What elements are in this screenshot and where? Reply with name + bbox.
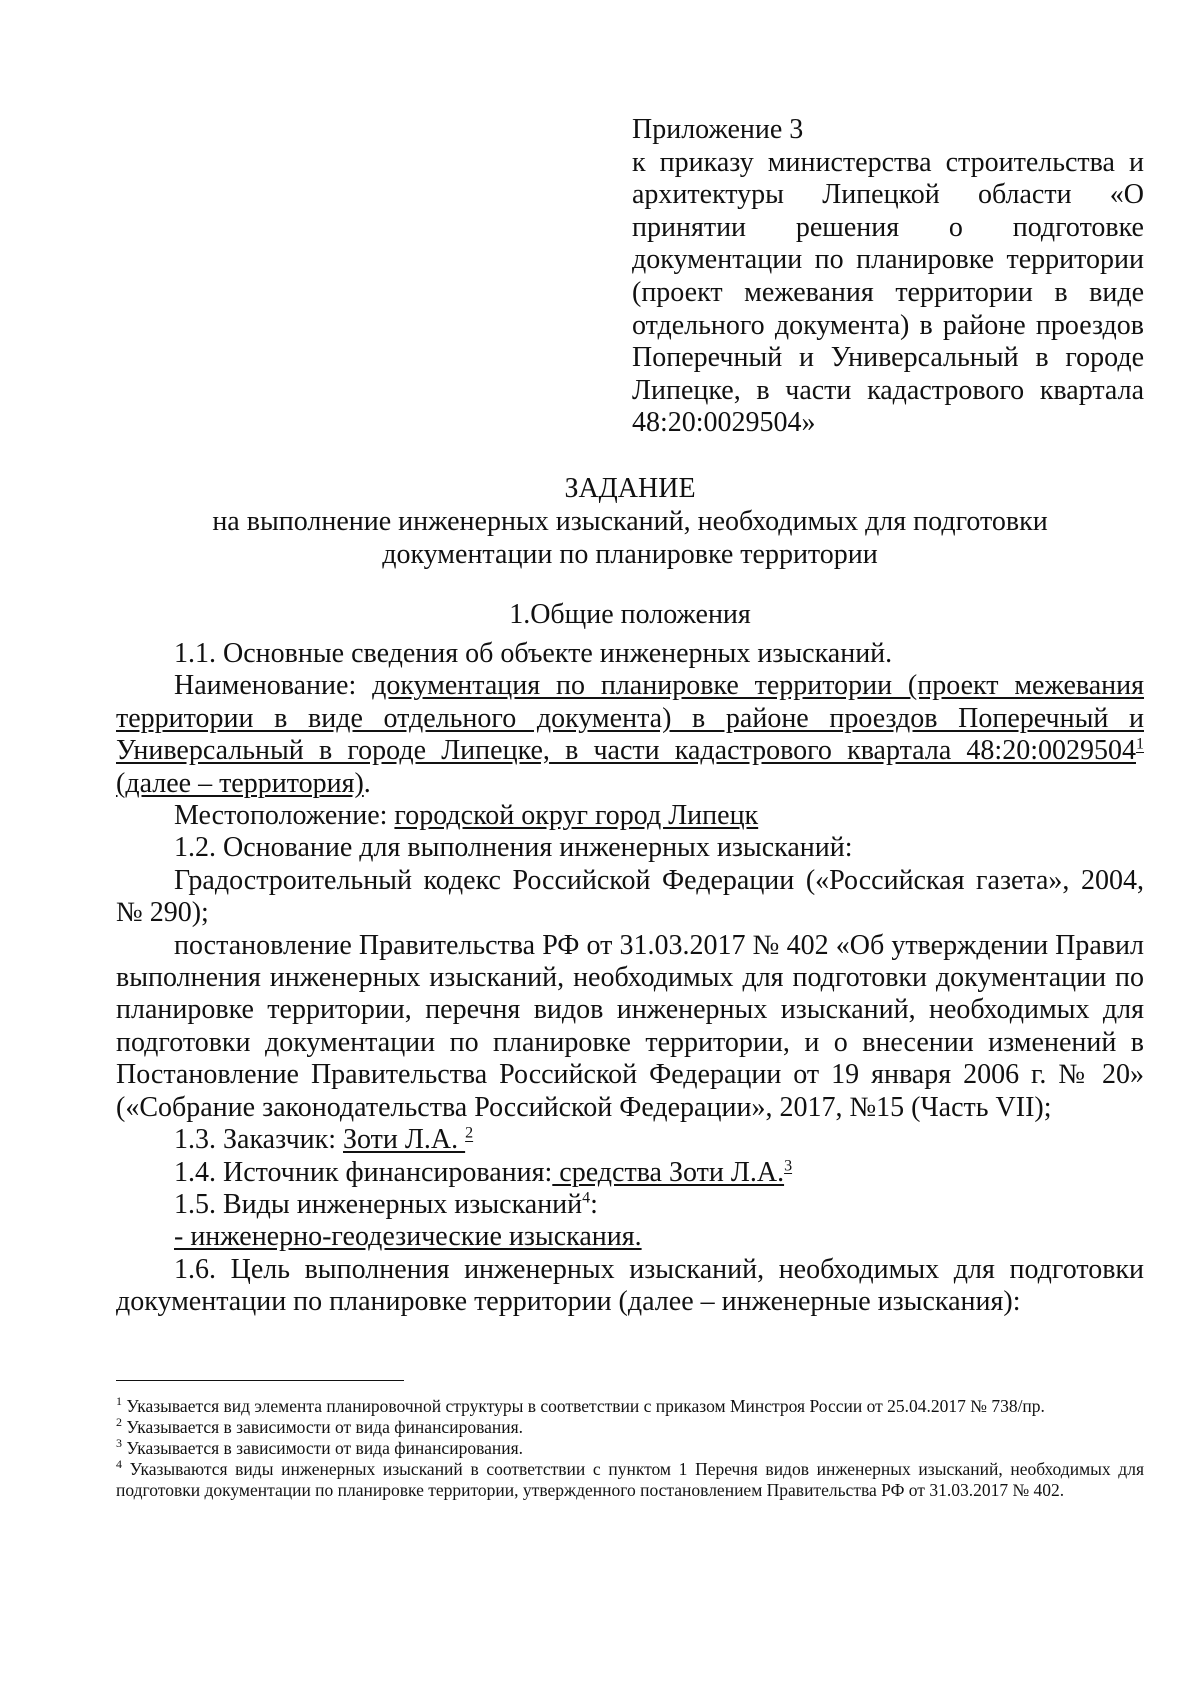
paragraph-basis-2: постановление Правительства РФ от 31.03.2017 № 402 «Об утверждении Правил выполнения инженерных изысканий, необходимых для подготовки документации по планировке территории, перечня видов инженерных изысканий, необходимых для подготовки документации по планировке территории, и о внесении изменений в Постановление Правительства Российской Федерации от 19 января 2006 г. № 20» («Собрание законодательства Российской Федерации», 2017, №15 (Часть VII); [116, 929, 1144, 1123]
title-heading: ЗАДАНИЕ [564, 473, 696, 504]
paragraph-location [116, 800, 1144, 832]
document-body [116, 638, 1144, 1319]
footnote-2: $^2$ Указывается в зависимости от вида финансирования. [116, 1415, 524, 1437]
title-subtitle-line1: на выполнение инженерных изысканий, необходимых для подготовки [212, 506, 1048, 537]
paragraph-customer [116, 1124, 1144, 1156]
types-label: 1.5. Виды инженерных изысканий [174, 1188, 583, 1220]
paragraph-funding [116, 1157, 1144, 1189]
footnote-ref-3: 3 [784, 1157, 793, 1175]
customer-label: 1.3. Заказчик: [174, 1124, 344, 1156]
funding-label: 1.4. Источник финансирования: [174, 1156, 553, 1188]
location-label: Местоположение: [174, 800, 395, 832]
name-tail: (далее – территория) [116, 767, 364, 799]
name-label: Наименование: [174, 670, 373, 702]
location-value: городской округ город Липецк [394, 800, 759, 832]
funding-value: средства Зоти Л.А. [552, 1156, 785, 1188]
footnote-ref-4: 4 [582, 1189, 591, 1207]
paragraph-basis-1: Градостроительный кодекс Российской Федерации («Российская газета», 2004, № 290); [116, 864, 1144, 929]
footnote-ref-1: 1 [1136, 735, 1144, 753]
paragraph-types-value [116, 1221, 1144, 1253]
paragraph-1-1: 1.1. Основные сведения об объекте инженерных изысканий. [174, 638, 893, 669]
appendix-header [632, 114, 1144, 440]
types-value: - инженерно-геодезические изыскания. [174, 1221, 642, 1253]
footnote-3: $^3$ Указывается в зависимости от вида финансирования. [116, 1436, 524, 1458]
section-heading: 1.Общие положения [509, 599, 751, 630]
appendix-reference: к приказу министерства строительства и архитектуры Липецкой области «О принятии решения о подготовке документации по планировке территории (проект межевания территории в виде отдельного документа) в районе проездов Поперечный и Универсальный в городе Липецке, в части кадастрового квартала 48:20:0029504» [632, 146, 1144, 439]
title-subtitle-line2: документации по планировке территории [382, 539, 878, 570]
paragraph-name: Наименование: документация по планировке территории (проект межевания территории в виде отдельного документа) в районе проездов Поперечный и Универсальный в городе Липецке, в части кадастрового квартала 48:20:0029504$^1$ (далее – территория). [116, 670, 1145, 799]
paragraph-1-6: 1.6. Цель выполнения инженерных изысканий, необходимых для подготовки документации по планировке территории (далее – инженерные изыскания): [116, 1253, 1144, 1318]
footnote-separator [116, 1380, 404, 1381]
document-title [116, 472, 1144, 631]
customer-value: Зоти Л.А. [343, 1124, 466, 1156]
footnote-1: $^1$ Указывается вид элемента планировочной структуры в соответствии с приказом Минстроя России от 25.04.2017 № 738/пр. [116, 1394, 1045, 1416]
footnotes [116, 1396, 1144, 1501]
footnote-ref-2: 2 [465, 1124, 474, 1142]
appendix-number: Приложение 3 [632, 114, 804, 145]
paragraph-1-2: 1.2. Основание для выполнения инженерных изысканий: [174, 832, 853, 864]
paragraph-types: 1.5. Виды инженерных изысканий$^4$: [174, 1188, 598, 1220]
name-value: документация по планировке территории (проект межевания территории в виде отдельного документа) в районе проездов Поперечный и Универсальный в городе Липецке, в части кадастрового квартала 48:20:0029504 [116, 670, 1145, 767]
footnote-4: $^4$ Указываются виды инженерных изысканий в соответствии с пунктом 1 Перечня видов инженерных изысканий, необходимых для подготовки документации по планировке территории, утвержденного постановлением Правительства РФ от 31.03.2017 № 402. [116, 1457, 1144, 1500]
